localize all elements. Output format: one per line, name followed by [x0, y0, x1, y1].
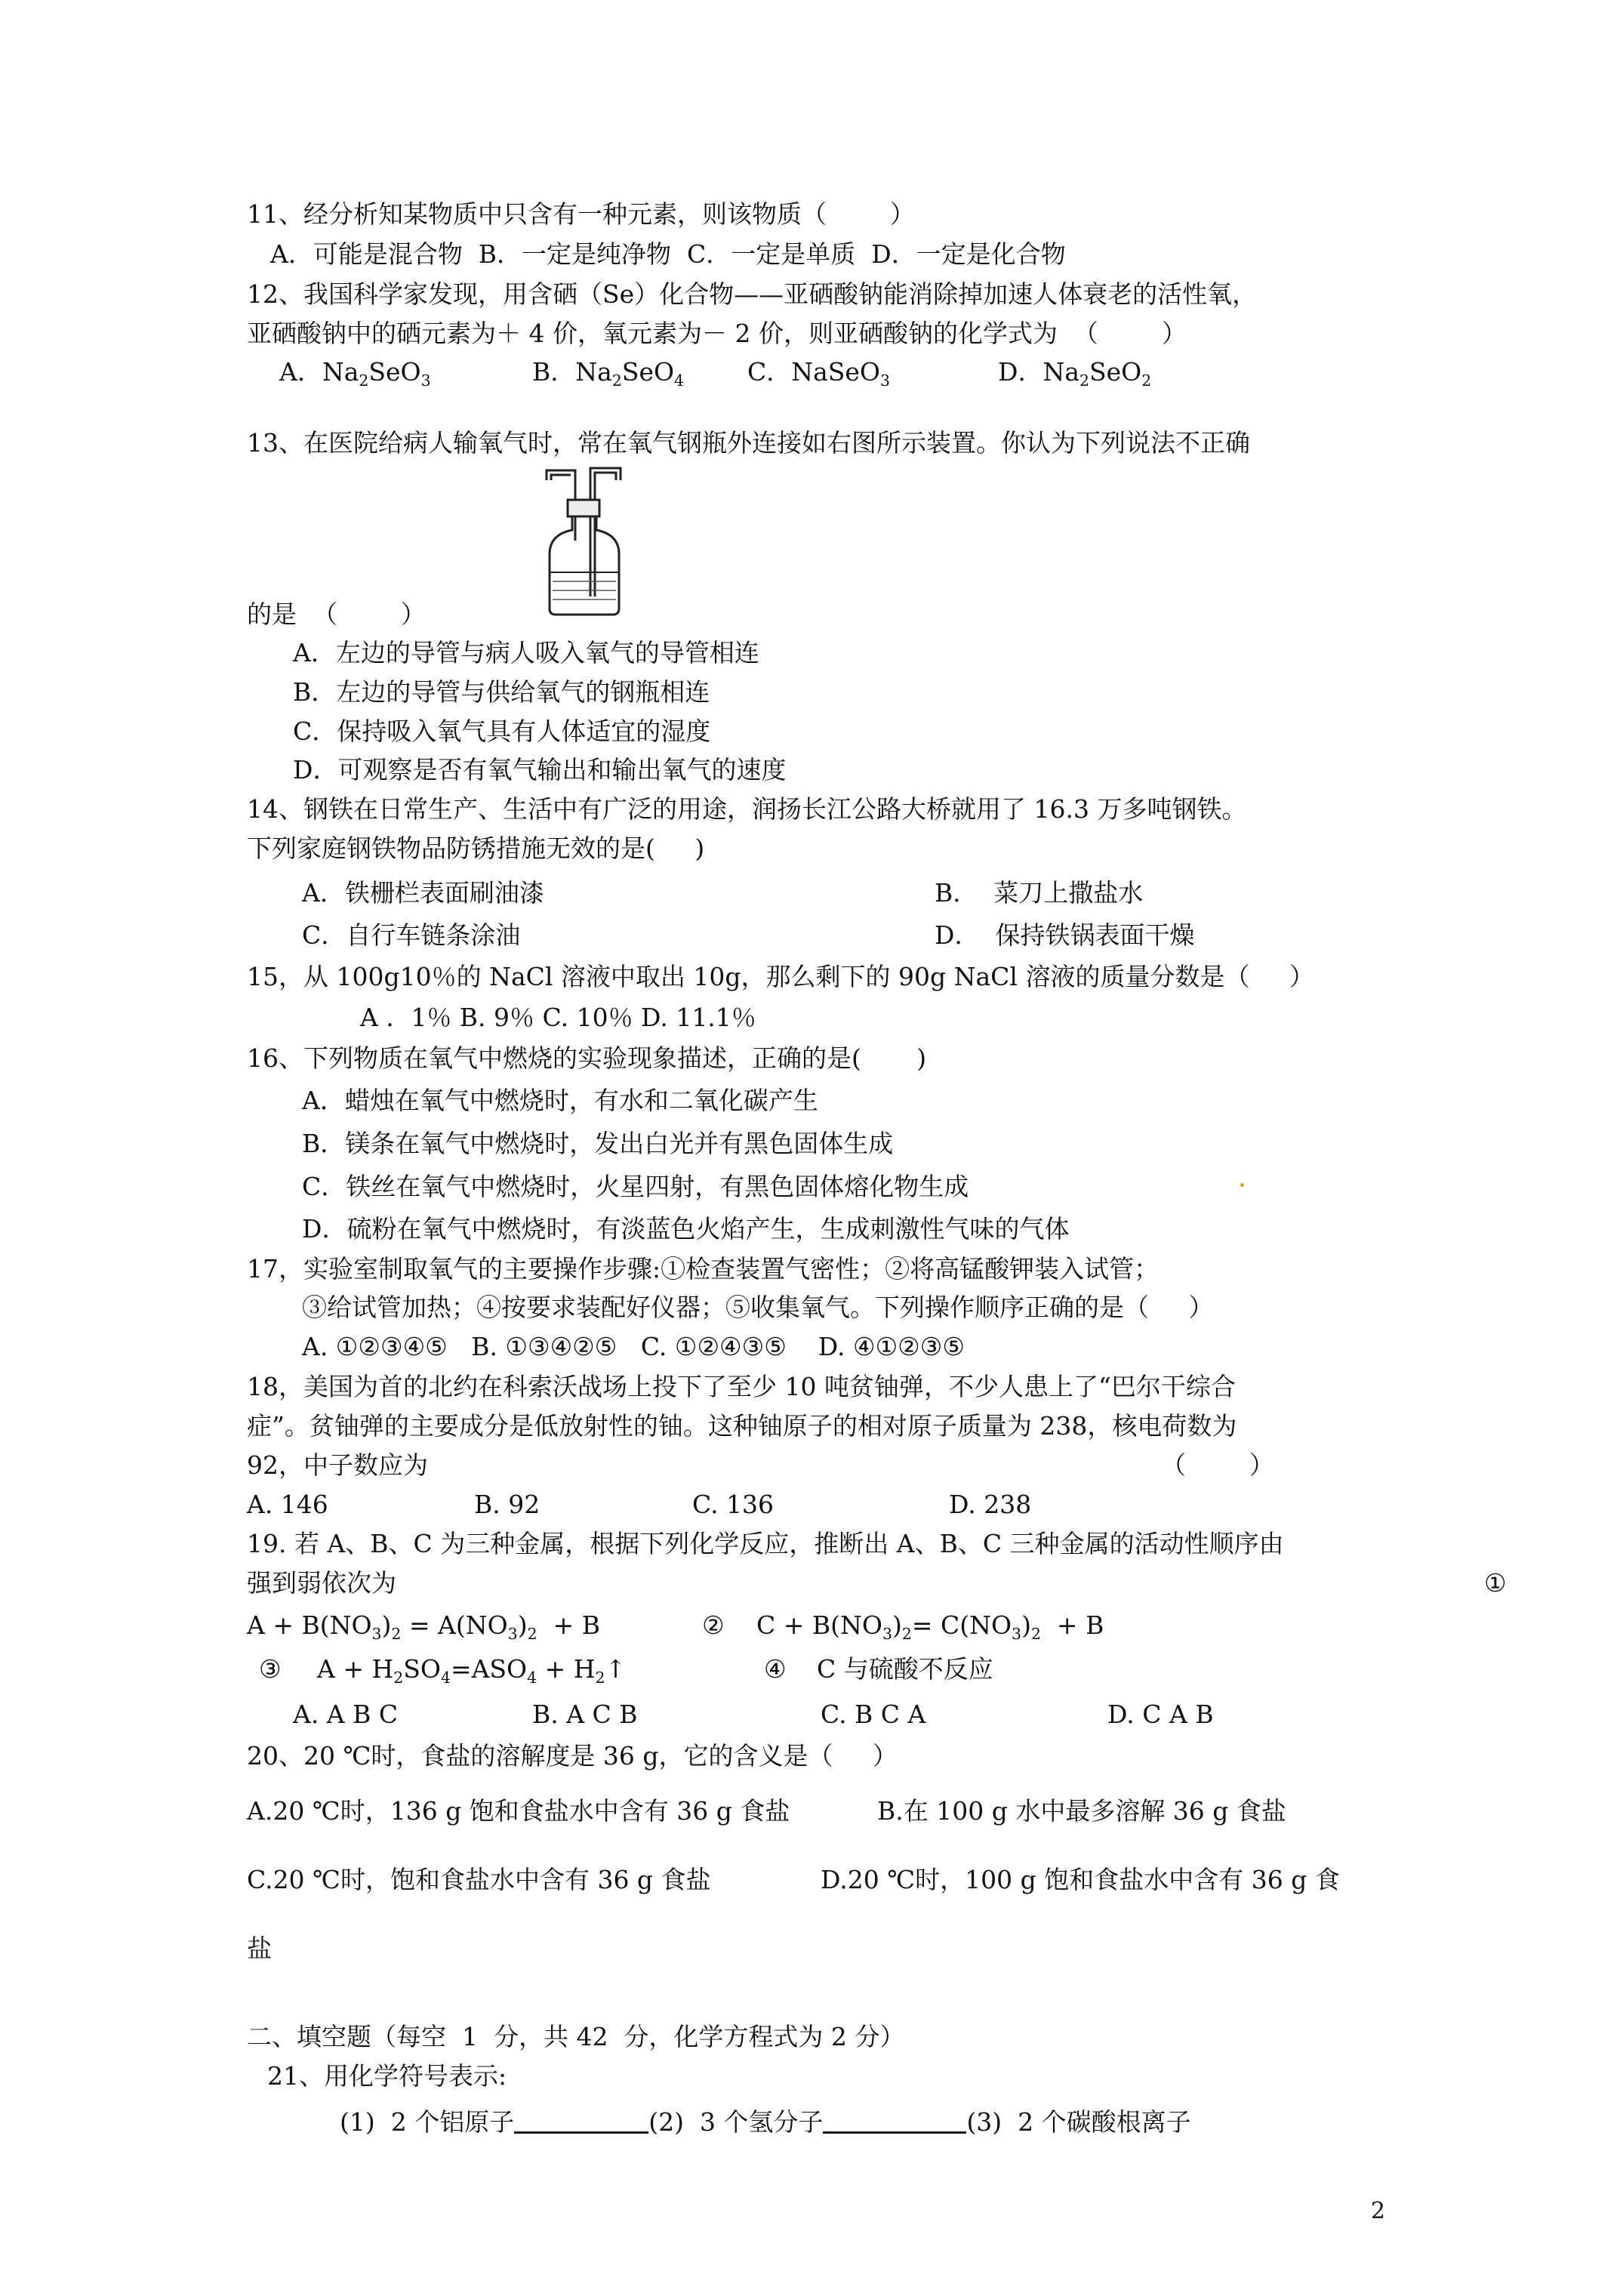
q14-option-b: B． 菜刀上撒盐水 [935, 878, 1144, 908]
q19-marker-1: ① [1484, 1568, 1507, 1598]
q13-line1: 13、在医院给病人输氧气时，常在氧气钢瓶外连接如右图所示装置。你认为下列说法不正确 [247, 428, 1250, 458]
section-heading: 二、填空题（每空 1 分，共 42 分，化学方程式为 2 分） [247, 2022, 905, 2051]
q13-option-a: A．左边的导管与病人吸入氧气的导管相连 [293, 638, 759, 667]
q18-answer-paren: （ ） [1161, 1450, 1274, 1480]
q16-stem: 16、下列物质在氧气中燃烧的实验现象描述，正确的是( ) [247, 1043, 927, 1073]
q20-option-d-continued: 盐 [247, 1934, 272, 1963]
q14-line1: 14、钢铁在日常生产、生活中有广泛的用途，润扬长江公路大桥就用了 16.3 万多吨钢铁。 [247, 794, 1247, 824]
q17-line2: ③给试管加热；④按要求装配好仪器；⑤收集氧气。下列操作顺序正确的是（ ） [302, 1293, 1214, 1322]
q21-line: (1) 2 个铝原子 (2) 3 个氢分子 (3) 2 个碳酸根离子 [340, 2107, 1191, 2137]
q19-line2: 强到弱依次为 [247, 1568, 396, 1598]
q18-option-b: B. 92 [474, 1490, 540, 1519]
q11-stem: 11、经分析知某物质中只含有一种元素，则该物质（ ） [247, 199, 915, 229]
q12-option-c: C．NaSeO$_3$ [747, 357, 891, 390]
q20-option-c: C.20 ℃时，饱和食盐水中含有 36 g 食盐 [247, 1865, 711, 1894]
q20-option-d: D.20 ℃时，100 g 饱和食盐水中含有 36 g 食 [821, 1865, 1340, 1894]
q12-line1: 12、我国科学家发现，用含硒（Se）化合物——亚硒酸钠能消除掉加速人体衰老的活性氧， [247, 279, 1258, 309]
q20-option-a: A.20 ℃时，136 g 饱和食盐水中含有 36 g 食盐 [247, 1796, 790, 1826]
q16-option-d: D．硫粉在氧气中燃烧时，有淡蓝色火焰产生，生成刺激性气味的气体 [302, 1214, 1070, 1244]
q12-option-d: D．$Na_2SeO_2$ [998, 357, 1152, 390]
gas-washing-bottle-figure [542, 467, 625, 618]
q13-option-c: C．保持吸入氧气具有人体适宜的湿度 [293, 717, 711, 746]
q19-reaction-1: $A + B(NO_3)_2 = A(NO_3)_2 + B$ [247, 1610, 600, 1644]
q11-options: A．可能是混合物 B．一定是纯净物 C．一定是单质 D．一定是化合物 [270, 239, 1066, 269]
q18-line1: 18，美国为首的北约在科索沃战场上投下了至少 10 吨贫铀弹，不少人患上了“巴尔干综合 [247, 1372, 1236, 1401]
q15-options: A ．1％ B. 9％ C. 10％ D. 11.1％ [360, 1003, 756, 1032]
q19-reaction-2: $C + B(NO_3)_2= C(NO_3)_2 + B$ [756, 1610, 1104, 1644]
q16-option-b: B．镁条在氧气中燃烧时，发出白光并有黑色固体生成 [302, 1129, 894, 1158]
q19-line1: 19. 若 A、B、C 为三种金属，根据下列化学反应，推断出 A、B、C 三种金属的活动性顺序由 [247, 1529, 1284, 1558]
q13-option-d: D．可观察是否有氧气输出和输出氧气的速度 [293, 755, 787, 784]
q19-option-b: B. A C B [532, 1700, 638, 1729]
stray-mark [1240, 1183, 1244, 1187]
q12-option-a: A．$Na_2SeO_3$ [279, 357, 431, 390]
q13-option-b: B．左边的导管与供给氧气的钢瓶相连 [293, 677, 710, 707]
q19-marker-4: ④ [764, 1654, 787, 1684]
q19-option-d: D. C A B [1107, 1700, 1214, 1729]
page-number: 2 [1371, 2198, 1386, 2224]
q18-option-c: C. 136 [692, 1490, 775, 1519]
q19-marker-3: ③ [259, 1654, 282, 1684]
q18-option-a: A. 146 [247, 1490, 328, 1519]
q18-line2: 症”。贫铀弹的主要成分是低放射性的铀。这种铀原子的相对原子质量为 238，核电荷数为 [247, 1411, 1237, 1441]
q12-line2: 亚硒酸钠中的硒元素为＋ 4 价，氧元素为－ 2 价，则亚硒酸钠的化学式为 （ ） [247, 319, 1187, 348]
q14-line2: 下列家庭钢铁物品防锈措施无效的是( ) [247, 834, 705, 863]
q19-marker-2: ② [702, 1610, 725, 1640]
q17-options: A. ①②③④⑤ B. ①③④②⑤ C. ①②④③⑤ D. ④①②③⑤ [302, 1332, 965, 1361]
q21-stem: 21、用化学符号表示: [267, 2061, 507, 2091]
q14-option-d: D． 保持铁锅表面干燥 [935, 920, 1195, 950]
q18-option-d: D. 238 [949, 1490, 1032, 1519]
q18-line3: 92，中子数应为 [247, 1450, 428, 1480]
q13-line2: 的是 （ ） [247, 599, 426, 629]
q15-stem: 15，从 100g10％的 NaCl 溶液中取出 10g，那么剩下的 90g NaCl 溶液的质量分数是（ ） [247, 962, 1314, 991]
answer-blank-1[interactable] [514, 2131, 648, 2134]
q12-option-b: B．$Na_2SeO_4$ [532, 357, 685, 390]
q17-line1: 17，实验室制取氧气的主要操作步骤:①检查装置气密性；②将高锰酸钾装入试管； [247, 1254, 1160, 1284]
q19-reaction-3: $A + H_2SO_4=ASO_4$ + $H_2↑$ [317, 1654, 627, 1687]
q14-option-a: A．铁栅栏表面刷油漆 [302, 878, 544, 908]
q20-option-b: B.在 100 g 水中最多溶解 36 g 食盐 [877, 1796, 1286, 1826]
answer-blank-2[interactable] [823, 2131, 966, 2134]
q14-option-c: C．自行车链条涂油 [302, 920, 521, 950]
q19-reaction-4: C 与硫酸不反应 [817, 1654, 993, 1684]
q19-option-c: C. B C A [821, 1700, 926, 1729]
q20-stem: 20、20 ℃时，食盐的溶解度是 36 g，它的含义是（ ） [247, 1741, 898, 1771]
q16-option-a: A．蜡烛在氧气中燃烧时，有水和二氧化碳产生 [302, 1086, 818, 1115]
q16-option-c: C．铁丝在氧气中燃烧时，火星四射，有黑色固体熔化物生成 [302, 1172, 969, 1201]
q19-option-a: A. A B C [293, 1700, 399, 1729]
